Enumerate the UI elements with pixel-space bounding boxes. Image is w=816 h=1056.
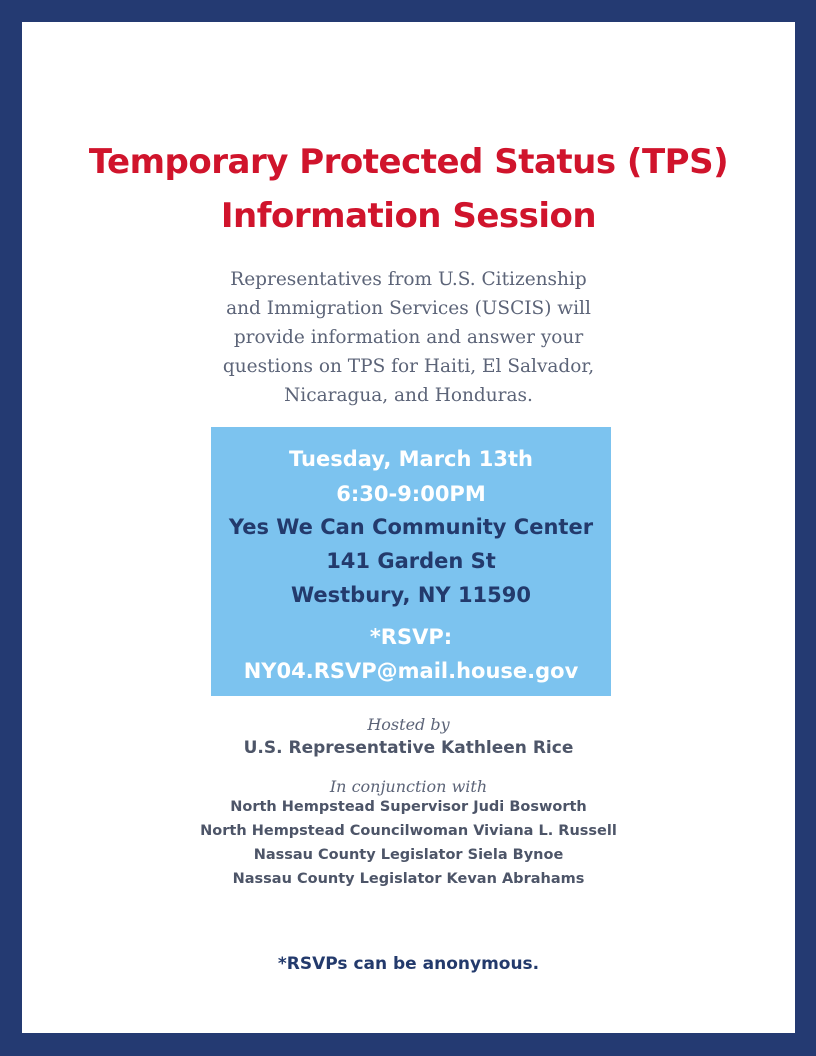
flyer-page: [22, 22, 795, 1033]
event-street: 141 Garden St: [326, 549, 496, 573]
intro-line: provide information and answer your: [233, 327, 584, 348]
partner-item: North Hempstead Councilwoman Viviana L. Russell: [200, 823, 617, 839]
event-time: 6:30-9:00PM: [336, 482, 486, 506]
conjunction-label: In conjunction with: [329, 777, 488, 796]
partner-item: Nassau County Legislator Siela Bynoe: [253, 847, 564, 863]
intro-line: and Immigration Services (USCIS) will: [226, 298, 591, 319]
event-date: Tuesday, March 13th: [289, 447, 533, 471]
event-venue: Yes We Can Community Center: [228, 515, 594, 539]
intro-line: Nicaragua, and Honduras.: [284, 385, 533, 406]
event-info-box: [211, 427, 611, 696]
flyer-title-line-1: Temporary Protected Status (TPS): [88, 142, 729, 182]
flyer-title-line-2: Information Session: [220, 196, 597, 236]
hosted-by-label: Hosted by: [367, 715, 450, 734]
intro-line: Representatives from U.S. Citizenship: [230, 269, 587, 290]
intro-line: questions on TPS for Haiti, El Salvador,: [222, 356, 595, 377]
rsvp-email: NY04.RSVP@mail.house.gov: [243, 659, 579, 683]
rsvp-footnote: *RSVPs can be anonymous.: [277, 954, 540, 974]
event-city: Westbury, NY 11590: [290, 583, 532, 607]
host-name: U.S. Representative Kathleen Rice: [243, 738, 574, 758]
partner-item: Nassau County Legislator Kevan Abrahams: [232, 871, 585, 887]
partner-item: North Hempstead Supervisor Judi Bosworth: [230, 799, 587, 815]
rsvp-label: *RSVP:: [369, 625, 453, 649]
intro-paragraph: [22, 265, 795, 410]
